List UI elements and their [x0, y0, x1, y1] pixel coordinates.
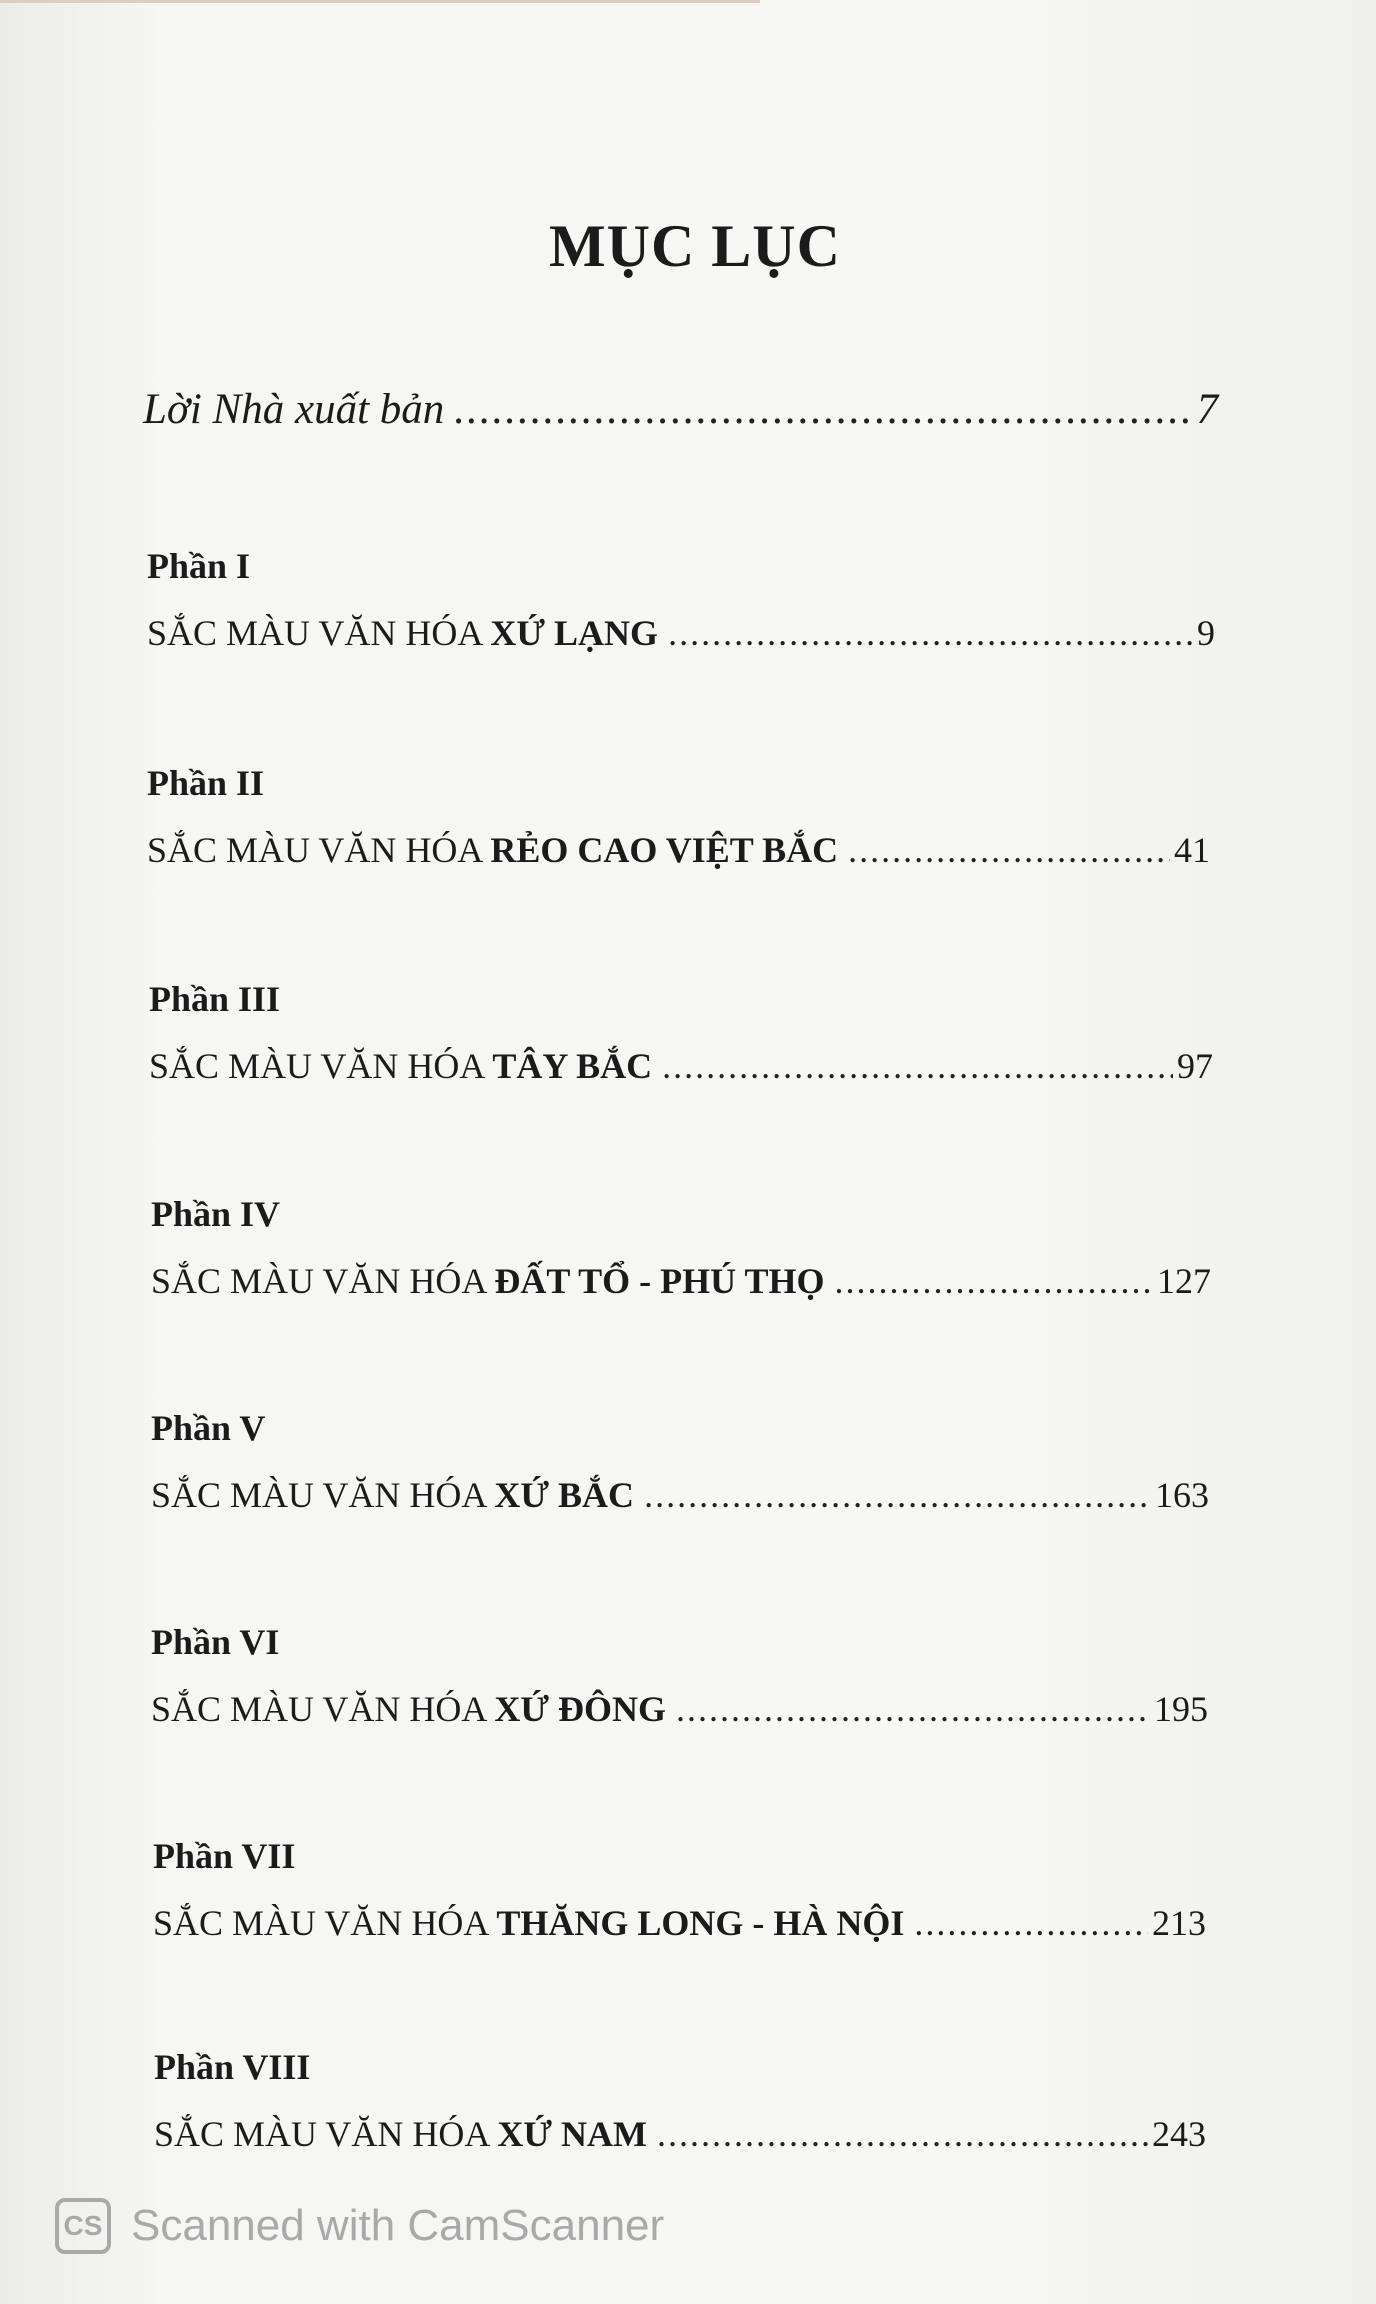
- toc-entry-label: [147, 612, 658, 654]
- dot-leader: [662, 1045, 1173, 1087]
- toc-entry: [147, 612, 1215, 654]
- dot-leader: [676, 1688, 1150, 1730]
- toc-entry: [147, 829, 1210, 871]
- section-prefix: SẮC MÀU VĂN HÓA: [151, 1475, 486, 1515]
- part-label: Phần II: [147, 763, 265, 803]
- toc-page-number: 243: [1152, 2114, 1206, 2154]
- section-region: XỨ LẠNG: [490, 613, 659, 653]
- toc-entry-label: [147, 829, 838, 871]
- dot-leader: [657, 2113, 1148, 2155]
- dot-leader: [914, 1902, 1148, 1944]
- section-prefix: SẮC MÀU VĂN HÓA: [153, 1903, 488, 1943]
- dot-leader: [644, 1474, 1151, 1516]
- section-region: XỨ NAM: [497, 2114, 648, 2154]
- toc-page-number: 195: [1154, 1689, 1208, 1729]
- camscanner-watermark: [55, 2198, 664, 2254]
- dot-leader: [454, 385, 1192, 434]
- toc-entry-label: [153, 1902, 904, 1944]
- part-label: Phần VII: [153, 1836, 296, 1876]
- part-label: Phần VIII: [154, 2047, 311, 2087]
- page-edge: [0, 0, 760, 3]
- page-title: MỤC LỤC: [549, 213, 841, 279]
- section-prefix: SẮC MÀU VĂN HÓA: [151, 1261, 486, 1301]
- toc-entry-label: [151, 1260, 824, 1302]
- toc-page-number: 213: [1152, 1903, 1206, 1943]
- part-label: Phần I: [147, 546, 251, 586]
- section-prefix: SẮC MÀU VĂN HÓA: [147, 830, 482, 870]
- section-prefix: SẮC MÀU VĂN HÓA: [147, 613, 482, 653]
- section-prefix: SẮC MÀU VĂN HÓA: [149, 1046, 484, 1086]
- section-region: THĂNG LONG - HÀ NỘI: [496, 1903, 905, 1943]
- toc-entry: [154, 2113, 1206, 2155]
- toc-page-number: 127: [1157, 1261, 1211, 1301]
- section-region: XỨ BẮC: [494, 1475, 635, 1515]
- toc-entry-label: [151, 1688, 666, 1730]
- toc-entry: [151, 1688, 1208, 1730]
- part-label: Phần IV: [151, 1194, 281, 1234]
- toc-entry-preface: [143, 385, 1218, 434]
- toc-entry-label: Lời Nhà xuất bản: [143, 386, 445, 433]
- toc-page-number: 97: [1177, 1046, 1213, 1086]
- dot-leader: [668, 612, 1193, 654]
- section-region: ĐẤT TỔ - PHÚ THỌ: [494, 1261, 825, 1301]
- section-prefix: SẮC MÀU VĂN HÓA: [154, 2114, 489, 2154]
- toc-page-number: 41: [1174, 830, 1210, 870]
- dot-leader: [848, 829, 1170, 871]
- toc-entry: [151, 1260, 1211, 1302]
- section-region: XỨ ĐÔNG: [494, 1689, 667, 1729]
- part-label: Phần III: [149, 979, 281, 1019]
- section-prefix: SẮC MÀU VĂN HÓA: [151, 1689, 486, 1729]
- watermark-text: Scanned with CamScanner: [131, 2201, 665, 2250]
- section-region: RẺO CAO VIỆT BẮC: [490, 830, 839, 870]
- toc-entry-label: [151, 1474, 634, 1516]
- toc-entry: [149, 1045, 1213, 1087]
- toc-entry: [153, 1902, 1206, 1944]
- toc-page-number: 163: [1155, 1475, 1209, 1515]
- toc-entry: [151, 1474, 1209, 1516]
- section-region: TÂY BẮC: [492, 1046, 653, 1086]
- toc-page-number: 7: [1196, 386, 1218, 433]
- toc-entry-label: [154, 2113, 647, 2155]
- part-label: Phần VI: [151, 1622, 280, 1662]
- toc-entry-label: [149, 1045, 652, 1087]
- camscanner-logo-icon: CS: [55, 2198, 111, 2254]
- toc-page-number: 9: [1197, 613, 1215, 653]
- part-label: Phần V: [151, 1408, 266, 1448]
- dot-leader: [834, 1260, 1153, 1302]
